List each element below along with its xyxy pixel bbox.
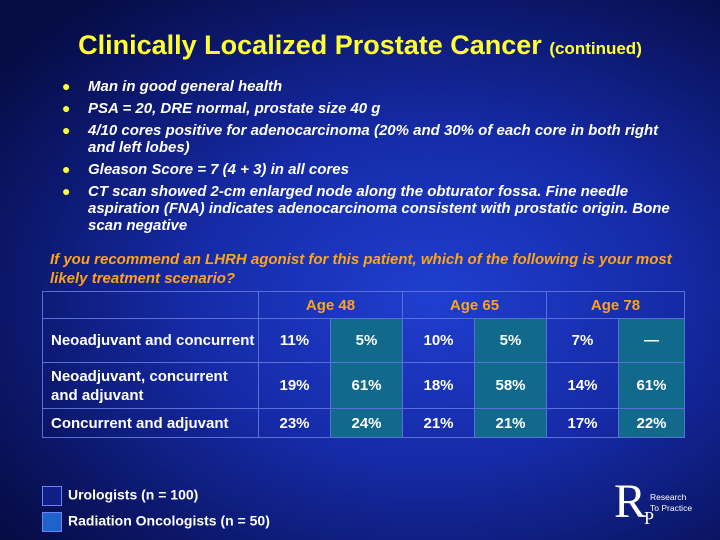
title-sub: (continued) (549, 39, 642, 58)
case-bullets (62, 78, 682, 239)
cell-urologists: 10% (403, 319, 475, 363)
cell-urologists: 14% (547, 363, 619, 409)
table-row (43, 363, 685, 409)
bullet-dot-icon: ● (62, 161, 71, 177)
header-age-48: Age 48 (259, 292, 403, 319)
slide-title (0, 30, 720, 61)
cell-urologists: 21% (403, 409, 475, 438)
cell-urologists: 18% (403, 363, 475, 409)
logo-p: P (644, 508, 655, 528)
radiation-swatch (42, 512, 62, 532)
logo-text: Research To Practice (650, 492, 693, 513)
bullet-item: ● CT scan showed 2-cm enlarged node along the obturator fossa. Fine needle aspiration (FNA) indicates adenocarcinoma consistent with prostatic origin. Bone scan negative (62, 183, 670, 234)
bullet-item: ● Man in good general health (62, 78, 283, 95)
cell-radiation: 5% (331, 319, 403, 363)
title-main: Clinically Localized Prostate Cancer (78, 30, 542, 60)
bullet-dot-icon: ● (62, 183, 71, 199)
survey-question: If you recommend an LHRH agonist for this patient, which of the following is your most likely treatment scenario? (50, 251, 672, 287)
header-blank (43, 292, 259, 319)
cell-urologists: 17% (547, 409, 619, 438)
cell-radiation: 24% (331, 409, 403, 438)
cell-urologists: 23% (259, 409, 331, 438)
results-table (42, 291, 685, 438)
bullet-dot-icon: ● (62, 78, 71, 94)
row-label: Neoadjuvant and concurrent (43, 319, 259, 363)
bullet-item: ● PSA = 20, DRE normal, prostate size 40 g (62, 100, 381, 117)
legend-radiation: Radiation Oncologists (n = 50) (42, 512, 270, 532)
cell-radiation: 58% (475, 363, 547, 409)
header-age-78: Age 78 (547, 292, 685, 319)
cell-radiation: — (619, 319, 685, 363)
cell-radiation: 61% (331, 363, 403, 409)
header-age-65: Age 65 (403, 292, 547, 319)
legend-urologists: Urologists (n = 100) (42, 486, 198, 506)
cell-radiation: 22% (619, 409, 685, 438)
bullet-item: ● Gleason Score = 7 (4 + 3) in all cores (62, 161, 349, 178)
bullet-dot-icon: ● (62, 100, 71, 116)
cell-urologists: 11% (259, 319, 331, 363)
cell-urologists: 19% (259, 363, 331, 409)
logo-r: R (614, 475, 647, 528)
row-label: Concurrent and adjuvant (43, 409, 259, 438)
row-label: Neoadjuvant, concurrent and adjuvant (43, 363, 259, 409)
bullet-item: ● 4/10 cores positive for adenocarcinoma (20% and 30% of each core in both right and left lobes) (62, 122, 659, 156)
cell-radiation: 5% (475, 319, 547, 363)
bullet-dot-icon: ● (62, 122, 71, 138)
table-header-row (43, 292, 685, 319)
cell-radiation: 21% (475, 409, 547, 438)
table-row (43, 319, 685, 363)
research-to-practice-logo (614, 475, 714, 528)
cell-radiation: 61% (619, 363, 685, 409)
cell-urologists: 7% (547, 319, 619, 363)
urologists-swatch (42, 486, 62, 506)
table-row (43, 409, 685, 438)
